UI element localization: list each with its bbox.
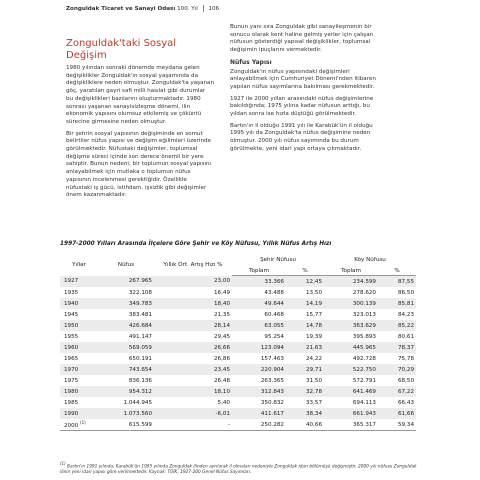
year-label: 100. Yıl bbox=[177, 6, 198, 12]
header-rural: Köy Nüfusu bbox=[324, 254, 416, 266]
rural-pct-cell: 66,43 bbox=[378, 397, 416, 408]
year-cell bbox=[60, 375, 98, 386]
rural-total-cell: 492.728 bbox=[324, 353, 378, 364]
table-row bbox=[60, 287, 416, 298]
year-cell bbox=[60, 287, 98, 298]
year-value: 1945 bbox=[64, 311, 79, 318]
year-value: 1980 bbox=[64, 388, 79, 395]
table-row bbox=[60, 320, 416, 331]
rural-pct-cell: 75,78 bbox=[378, 353, 416, 364]
urban-pct-cell: 32,78 bbox=[286, 386, 324, 397]
year-cell bbox=[60, 408, 98, 419]
source-note: Kaynak: TÜİK, 1927-200 Genel Nüfus Sayımları. bbox=[149, 470, 252, 476]
paragraph: Bartın'ın il olduğu 1991 yılı ile Karabük'ün il olduğu 1995 yılı da Zonguldak'ta nüfus değişimine neden olmuştur. 2000 yılı nüfus sayımında bu durum görülmekte, yeni idari yapı ortaya çıkmaktadır. bbox=[230, 122, 373, 152]
header-population: Nüfus bbox=[98, 254, 154, 276]
year-cell bbox=[60, 331, 98, 342]
header-growth: Yıllık Ort. Artış Hızı % bbox=[154, 254, 232, 276]
table-row bbox=[60, 342, 416, 353]
year-cell bbox=[60, 298, 98, 309]
year-value: 1955 bbox=[64, 333, 79, 340]
growth-cell: 26,86 bbox=[154, 353, 232, 364]
footnote-marker: (1) bbox=[60, 461, 66, 466]
year-value: 1927 bbox=[64, 278, 79, 285]
rural-pct-cell: 80,61 bbox=[378, 331, 416, 342]
urban-total-cell: 63.055 bbox=[232, 320, 286, 331]
rural-pct-cell: 85,81 bbox=[378, 298, 416, 309]
year-value: 1950 bbox=[64, 322, 79, 329]
population-cell: 836.136 bbox=[98, 375, 154, 386]
population-cell: 1.044.945 bbox=[98, 397, 154, 408]
rural-total-cell: 395.893 bbox=[324, 331, 378, 342]
rural-pct-cell: 68,50 bbox=[378, 375, 416, 386]
rural-pct-cell: 85,22 bbox=[378, 320, 416, 331]
year-value: 2000 bbox=[64, 422, 79, 429]
urban-pct-cell: 24,22 bbox=[286, 353, 324, 364]
year-value: 1935 bbox=[64, 289, 79, 296]
year-cell bbox=[60, 364, 98, 375]
growth-cell: 26,66 bbox=[154, 342, 232, 353]
growth-cell: 23,45 bbox=[154, 364, 232, 375]
population-cell: 491.147 bbox=[98, 331, 154, 342]
paragraph: Zonguldak'ın nüfus yapısındaki değişimleri anlayabilmek için Cumhuriyet Dönemi'nden itibaren yapılan nüfus sayımlarına bakılması gerekmektedir. bbox=[230, 68, 376, 90]
header-urban: Şehir Nüfusu bbox=[232, 254, 324, 266]
table-row bbox=[60, 408, 416, 419]
urban-total-cell: 411.617 bbox=[232, 408, 286, 419]
header-years: Yıllar bbox=[60, 254, 98, 276]
year-cell bbox=[60, 342, 98, 353]
table-row bbox=[60, 298, 416, 309]
population-cell: 1.073.560 bbox=[98, 408, 154, 419]
population-cell: 615.599 bbox=[98, 419, 154, 431]
growth-cell: 26,48 bbox=[154, 375, 232, 386]
year-cell bbox=[60, 419, 98, 431]
right-column bbox=[230, 24, 382, 158]
population-cell: 426.684 bbox=[98, 320, 154, 331]
rural-total-cell: 661.943 bbox=[324, 408, 378, 419]
page-number: 106 bbox=[208, 6, 220, 12]
rural-pct-cell: 86,50 bbox=[378, 287, 416, 298]
growth-cell: 16,49 bbox=[154, 287, 232, 298]
paragraph: 1927 ile 2000 yılları arasındaki nüfus değişimlerine bakıldığında; 1975 yılına kadar nüfusun arttığı, bu yıldan sonra ise hızla düştüğü görülmektedir. bbox=[230, 95, 374, 118]
population-cell: 650.191 bbox=[98, 353, 154, 364]
urban-pct-cell: 21,63 bbox=[286, 342, 324, 353]
urban-total-cell: 312.843 bbox=[232, 386, 286, 397]
population-cell: 322.108 bbox=[98, 287, 154, 298]
table-row bbox=[60, 397, 416, 408]
urban-total-cell: 49.644 bbox=[232, 298, 286, 309]
section-title: Zonguldak'taki Sosyal Değişim bbox=[66, 38, 177, 61]
year-value: 1965 bbox=[64, 355, 79, 362]
urban-total-cell: 43.488 bbox=[232, 287, 286, 298]
year-cell bbox=[60, 397, 98, 408]
population-cell: 954.312 bbox=[98, 386, 154, 397]
growth-cell: 5,40 bbox=[154, 397, 232, 408]
population-cell: 267.965 bbox=[98, 276, 154, 288]
table-row bbox=[60, 419, 416, 431]
year-cell bbox=[60, 386, 98, 397]
urban-pct-cell: 29,71 bbox=[286, 364, 324, 375]
rural-total-cell: 522.750 bbox=[324, 364, 378, 375]
table-row bbox=[60, 331, 416, 342]
header-divider bbox=[203, 5, 204, 12]
running-header bbox=[66, 5, 219, 12]
year-cell bbox=[60, 276, 98, 288]
rural-pct-cell: 70,29 bbox=[378, 364, 416, 375]
footnote-ref: (1) bbox=[80, 420, 86, 426]
paragraph: 1980 yılından sonraki dönemde meydana gelen değişiklikler Zonguldak'ın sosyal yaşamında da değişikliklere neden olmuştur. Zonguldak'ta yaşanan göç, yaratılan gayri safi milli hasılat gibi durumlar bu değişiklikleri bazılarını oluşturmaktadır. 1980 sonrası yaşanan sanayisizleşme dönemi, ilin ekonomik yapısını olumsuz etkilemiş ve çöküntü sürecine girmesine neden olmuştur. bbox=[66, 65, 215, 125]
footnote-text: Bartın'ın 1991 yılında, Karabük'ün 1995 yılında Zonguldak ilinden ayrılarak il olmaları nedeniyle Zonguldak idari bölümüşü değişmiştir. 2000 yılı nüfusu Zonguldak ilinin yeni idari yapısı göre verilmektedir. bbox=[60, 464, 417, 476]
urban-pct-cell: 31,50 bbox=[286, 375, 324, 386]
rural-total-cell: 641.469 bbox=[324, 386, 378, 397]
paragraph: Bunun yanı sıra Zonguldak gibi sanayileşmenin bir sonucu olarak kent haline gelmiş yerler için çalışan nüfusun gösterdiği yapısal değişiklikler, toplumsal değişimin ipuçlarını vermektedir. bbox=[230, 24, 374, 54]
population-table bbox=[60, 254, 416, 431]
header-rural-pct: % bbox=[378, 266, 416, 276]
urban-total-cell: 60.468 bbox=[232, 309, 286, 320]
rural-total-cell: 572.791 bbox=[324, 375, 378, 386]
urban-pct-cell: 15,77 bbox=[286, 309, 324, 320]
urban-total-cell: 95.254 bbox=[232, 331, 286, 342]
growth-cell: -6,01 bbox=[154, 408, 232, 419]
year-value: 1990 bbox=[64, 410, 79, 417]
rural-pct-cell: 61,66 bbox=[378, 408, 416, 419]
urban-total-cell: 123.094 bbox=[232, 342, 286, 353]
year-value: 1970 bbox=[64, 366, 79, 373]
subheading: Nüfus Yapısı bbox=[230, 58, 272, 66]
table-row bbox=[60, 375, 416, 386]
rural-total-cell: 445.965 bbox=[324, 342, 378, 353]
table-row bbox=[60, 309, 416, 320]
rural-total-cell: 234.599 bbox=[324, 276, 378, 288]
left-column bbox=[66, 38, 214, 204]
growth-cell: 21,35 bbox=[154, 309, 232, 320]
urban-pct-cell: 33,57 bbox=[286, 397, 324, 408]
year-value: 1960 bbox=[64, 344, 79, 351]
year-cell bbox=[60, 320, 98, 331]
rural-total-cell: 694.113 bbox=[324, 397, 378, 408]
rural-pct-cell: 59,34 bbox=[378, 419, 416, 431]
paragraph: Bir şehrin sosyal yapısının değişiminde en somut belirtiler nüfus yapısı ve değişim eğilimleri üzerinde görülmektedir. Nüfustaki değişimler, toplumsal değişme süreci içinde son derece önemli bir yere sahiptir. Bunun nedeni; bir toplumun sosyal yapısını anlayabilmek için mutlaka o toplumun nüfus yapısının incelenmesi gerektiğidir. Özellikle nüfustaki iş gücü, istihdam, işsizlik gibi değişimler önem kazanmaktadır. bbox=[66, 130, 212, 199]
table-footnote bbox=[60, 461, 420, 476]
urban-pct-cell: 14,78 bbox=[286, 320, 324, 331]
urban-total-cell: 220.904 bbox=[232, 364, 286, 375]
table-row bbox=[60, 386, 416, 397]
rural-total-cell: 300.139 bbox=[324, 298, 378, 309]
growth-cell: 18,10 bbox=[154, 386, 232, 397]
rural-pct-cell: 78,37 bbox=[378, 342, 416, 353]
urban-pct-cell: 38,34 bbox=[286, 408, 324, 419]
growth-cell: 29,45 bbox=[154, 331, 232, 342]
year-cell bbox=[60, 309, 98, 320]
urban-pct-cell: 13,50 bbox=[286, 287, 324, 298]
urban-pct-cell: 12,45 bbox=[286, 276, 324, 288]
page-header bbox=[0, 0, 480, 18]
table-row bbox=[60, 276, 416, 288]
rural-pct-cell: 84,23 bbox=[378, 309, 416, 320]
urban-pct-cell: 14,19 bbox=[286, 298, 324, 309]
urban-total-cell: 33.366 bbox=[232, 276, 286, 288]
urban-pct-cell: 19,39 bbox=[286, 331, 324, 342]
rural-pct-cell: 87,55 bbox=[378, 276, 416, 288]
year-cell bbox=[60, 353, 98, 364]
table-title: 1997-2000 Yılları Arasında İlçelere Göre Şehir ve Köy Nüfusu, Yıllık Nüfus Artış Hızı bbox=[60, 241, 332, 247]
rural-total-cell: 323.013 bbox=[324, 309, 378, 320]
header-urban-total: Toplam bbox=[232, 266, 286, 276]
rural-total-cell: 278.620 bbox=[324, 287, 378, 298]
rural-total-cell: 363.629 bbox=[324, 320, 378, 331]
growth-cell: - bbox=[154, 419, 232, 431]
table-row bbox=[60, 353, 416, 364]
growth-cell: 28,14 bbox=[154, 320, 232, 331]
year-value: 1975 bbox=[64, 377, 79, 384]
table-row bbox=[60, 364, 416, 375]
population-cell: 743.654 bbox=[98, 364, 154, 375]
population-cell: 349.783 bbox=[98, 298, 154, 309]
rural-pct-cell: 67,22 bbox=[378, 386, 416, 397]
year-value: 1985 bbox=[64, 399, 79, 406]
urban-total-cell: 350.832 bbox=[232, 397, 286, 408]
rural-total-cell: 365.317 bbox=[324, 419, 378, 431]
header-rural-total: Toplam bbox=[324, 266, 378, 276]
year-value: 1940 bbox=[64, 300, 79, 307]
population-cell: 569.059 bbox=[98, 342, 154, 353]
urban-total-cell: 250.282 bbox=[232, 419, 286, 431]
urban-pct-cell: 40,66 bbox=[286, 419, 324, 431]
population-cell: 383.481 bbox=[98, 309, 154, 320]
growth-cell: 18,40 bbox=[154, 298, 232, 309]
header-urban-pct: % bbox=[286, 266, 324, 276]
urban-total-cell: 157.463 bbox=[232, 353, 286, 364]
growth-cell: 23,00 bbox=[154, 276, 232, 288]
publication-name: Zonguldak Ticaret ve Sanayi Odası bbox=[66, 6, 176, 12]
urban-total-cell: 263.365 bbox=[232, 375, 286, 386]
